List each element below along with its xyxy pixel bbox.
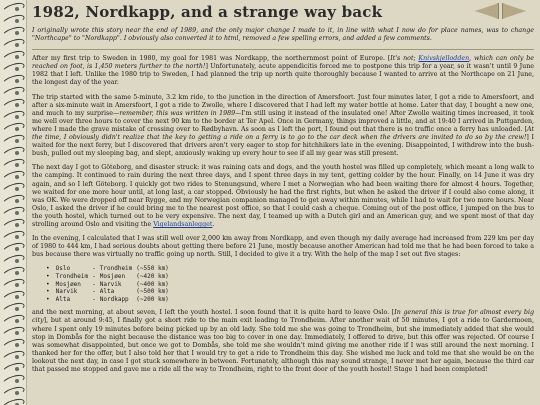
binding-hole [15,343,19,347]
text: . [212,220,215,228]
stage-to: Trondheim [99,265,133,273]
text: ] I waited for the next ferry, but I discovered that drivers aren't very eager to stop for hitchhikers late in the evening. Disappointed, I withdrew into the bush-bush, pulled out my sleeping bag, and slept, anxiously waking up every hour to see if all my gear was still present. [32,134,534,158]
binding-hole [15,319,19,323]
text: ], but at around 9:45, I finally got a short ride to the main exit leading to Trondheim. After another wait of 50 minutes, I got a ride to Gardermoen, where I spent only 19 minutes before being picked up by an old lady. She told me she was going to Trondheim, but she immediately added that she would stop in Dombås for the night because the distance was too big to cover in one day. Immediately, I offered to drive, but this offer was rejected. Of course I was somewhat disappointed, but once we got to Dombås, she told me she wouldn't mind giving me another ride if I was still around the next morning. I thanked her for the offer, but I also told her that I would try to get a ride to Trondheim this day. She wished me luck and told me that she would be on the lookout the next day, in case I got stuck somewhere in between. Fortunately, although this may sound strange, I never met her again, because the third car that passed me stopped and gave me a ride all the way to Trondheim, right to the front door of the youth hostel! Stage 1 had been completed! [32,317,534,373]
binding-hole [15,391,19,395]
text: The trip started with the same 5-minute, 3.2 km ride, to the junction in the direction of Amersfoort. Just four minutes later, I got a ride to Amersfoort, and after a six-minute wait in Amersfoort, I got a ride to Zwolle, where I discovered that I had left my water bottle at home. Later that day, I bought a new one, and much to my surprise— [32,93,534,117]
page-navigation [475,3,526,19]
stage-from: Mosjøen [55,280,81,288]
binding-hole [15,187,19,191]
binding-hole [15,235,19,239]
paragraph-1 [32,55,534,87]
text: and the next morning, at about seven, I left the youth hostel. I soon found that it is quite hard to leave Oslo. [ [32,309,395,317]
binding-hole [15,127,19,131]
stage-from: Alta [55,295,71,303]
binding-hole [15,259,19,263]
binding-hole [15,379,19,383]
intro-paragraph: I originally wrote this story near the end of 1989, and the only major change I made to it, in line with what I now do for place names, was to change "Northcape" to "Nordkapp". I obviously also converted it to html, removed a few spelling errors, and added a few comments. [32,27,534,43]
binding-hole [15,79,19,83]
text: The next day I got to Göteborg, and disaster struck: it was raining cats and dogs, and the youth hostel was filled up completely, which meant a long walk to the camping. It continued to rain during the next three days, and I spent three days in my tent, getting colder by the hour. Finally, on 14 June it was dry again, and so I left Göteborg. I quickly got two rides to Stenungsund, where I met a Norwegian who had been waiting there for almost 4 hours. Together, we waited for one more hour until, at long last, a car stopped. Obviously he had the first rights, but when he asked the driver if I could also come along, it was OK. We were dropped off near Rygge, and my Norwegian companion managed to get away within minutes, while I had to wait for two more hours. Near Oslo, I asked the driver if he could bring me to the nearest post office, so that I could cash a cheque. Coming out of the post office, I jumped on the bus to the youth hostel, which turned out to be very expensive. The next day, I teamed up with a Dutch girl and an American guy, and we spent most of that day strolling around Oslo and visiting the [32,164,534,228]
stage-from: Trondheim [55,272,89,280]
binding-hole [15,103,19,107]
text-italic: At the time, I obviously didn't realize that the key to getting a ride on a ferry is to go to the car deck when the drivers are invited to do so by the crew! [32,125,534,142]
page-content [32,0,534,405]
text: After my first trip to Sweden in 1980, my goal for 1981 was Nordkapp, the northernmost point of Europe. [ [32,55,391,63]
dash: - [92,280,96,288]
binding-hole [15,151,19,155]
text-italic: In general this is true for almost every big city [32,309,534,325]
bullet: • [46,288,50,296]
dash: - [92,295,96,303]
dash: - [92,272,96,280]
binding-hole [15,295,19,299]
binding-hole [15,247,19,251]
page-title: 1982, Nordkapp, and a strange way back [32,3,383,21]
paragraph-5 [32,309,534,374]
stages-list [46,265,173,303]
stage-distance: (~550 km) [136,265,169,273]
list-item [46,265,173,273]
binding-hole [15,271,19,275]
paragraph-4: In the evening, I calculated that I was still well over 2,000 km away from Nordkapp, and even though my daily average had increased from 229 km per day of 1980 to 444 km, I had serious doubts about getting there before 21 June, mostly because another American had told me that he had been forced to take a bus because there was virtually no traffic going up north. Still, I decided to give it a try. With the help of the map I set out five stages: [32,235,534,259]
text: —I'm still using it instead of the insulated one! After Zwolle waiting times increased, it took me well over three hours to cover the next 90 km to the border at Ter Apel. Once in Germany, things improved a little, and at 19:40 I arrived in Puttgarden, where I made the grave mistake of crossing over to Rødbyhavn. As soon as I left the port, I found out that there is no traffic once a ferry has unloaded. [ [32,109,534,133]
binding-hole [15,331,19,335]
text-italic: It's not; [390,55,419,63]
stage-from: Narvik [55,288,78,296]
binding-hole [15,115,19,119]
next-page-arrow-icon[interactable] [502,3,526,19]
binding-hole [15,199,19,203]
binding-hole [15,211,19,215]
binding-hole [15,43,19,47]
paragraph-3 [32,164,534,229]
binding-hole [15,31,19,35]
list-item [46,296,173,304]
knivskjellodden-link[interactable]: Knivskjellodden [418,55,470,63]
binding-hole [15,223,19,227]
previous-page-arrow-icon[interactable] [475,3,499,19]
bullet: • [46,265,50,273]
list-item [46,288,173,296]
stage-to: Alta [99,288,115,296]
binding-hole [15,67,19,71]
list-item [46,281,173,289]
text-italic: , which can only be reached on foot, is 1,450 meters further to the north! [32,55,534,71]
stage-distance: (~420 km) [136,272,169,280]
binding-hole [15,175,19,179]
bullet: • [46,280,50,288]
stage-to: Nordkapp [99,295,129,303]
text-italic: remember, this was written in 1989 [119,109,236,117]
list-item [46,273,173,281]
stage-distance: (~400 km) [136,280,169,288]
stage-to: Narvik [99,280,122,288]
stage-distance: (~200 km) [136,295,169,303]
binding-hole [15,307,19,311]
binding-hole [15,283,19,287]
stage-distance: (~500 km) [136,288,169,296]
binding-hole [15,7,19,11]
text: ] Unfortunately, acute appendicitis forced me to postpone this trip for a year, so it wasn't until 9 June 1982 that I left. Unlike the 1980 trip to Sweden, I had planned the trip up north quite thoroughly because I wanted to arrive at the Northcape on 21 June, the longest day of the year. [32,63,534,87]
stage-to: Mosjøen [99,272,126,280]
spiral-binding [0,0,27,405]
dash: - [92,265,96,273]
binding-hole [15,139,19,143]
binding-hole [15,19,19,23]
vigelandsanlegget-link[interactable]: Vigelandsanlegget [153,220,213,228]
binding-hole [15,355,19,359]
binding-hole [15,55,19,59]
dash: - [92,288,96,296]
stage-from: Oslo [55,265,71,273]
bullet: • [46,272,50,280]
binding-hole [15,367,19,371]
binding-hole [15,91,19,95]
binding-hole [15,163,19,167]
divider [32,49,534,50]
bullet: • [46,295,50,303]
paragraph-2 [32,94,534,159]
